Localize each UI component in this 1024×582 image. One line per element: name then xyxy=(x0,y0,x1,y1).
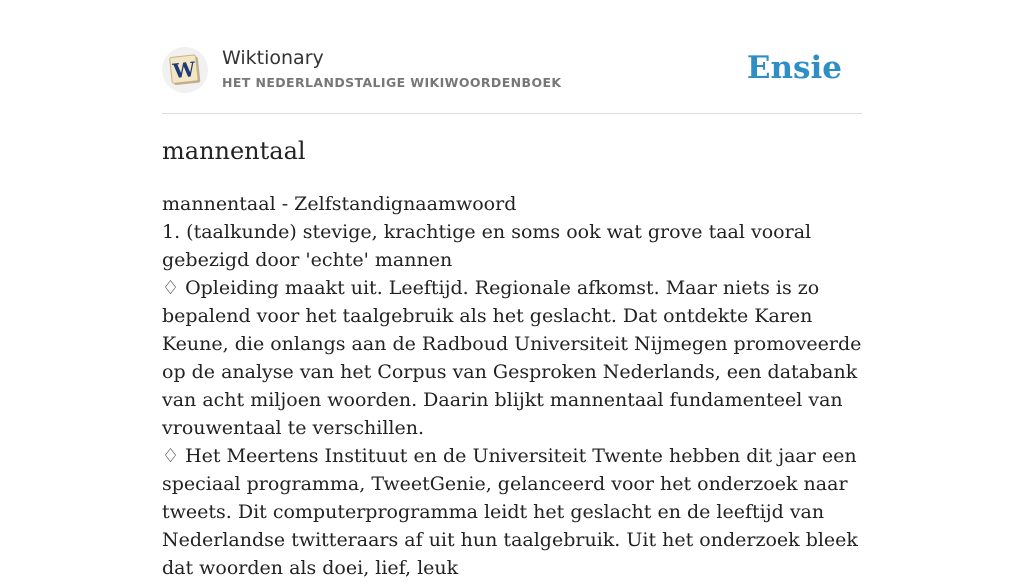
entry-heading: mannentaal - Zelfstandignaamwoord xyxy=(162,193,517,215)
definition-line: 1. (taalkunde) stevige, krachtige en soms ook wat grove taal vooral gebezigd door 'echte' mannen xyxy=(162,221,812,271)
site-name[interactable]: Wiktionary xyxy=(222,47,324,69)
site-subtitle: HET NEDERLANDSTALIGE WIKIWOORDENBOEK xyxy=(222,75,562,90)
example-quote: ♢ Opleiding maakt uit. Leeftijd. Regionale afkomst. Maar niets is zo bepalend voor het taalgebruik als het geslacht. Dat ontdekte Karen Keune, die onlangs aan de Radboud Universiteit Nijmegen promoveerde op de analyse van het Corpus van Gesproken Nederlands, een databank van acht miljoen woorden. Daarin blijkt mannentaal fundamenteel van vrouwentaal te verschillen. xyxy=(162,277,862,439)
ensie-logo-link[interactable]: Ensie xyxy=(746,50,842,86)
example-quote: ♢ Het Meertens Instituut en de Universiteit Twente hebben dit jaar een speciaal programma, TweetGenie, gelanceerd voor het onderzoek naar tweets. Dit computerprogramma leidt het geslacht en de leeftijd van Nederlandse twitteraars af uit hun taalgebruik. Uit het onderzoek bleek dat woorden als doei, lief, leuk xyxy=(162,445,858,579)
header-divider xyxy=(162,113,862,114)
article-body xyxy=(162,190,866,582)
site-header xyxy=(162,44,862,96)
logo-letter: W xyxy=(171,56,197,84)
wiktionary-logo-icon[interactable] xyxy=(162,47,208,93)
page-title: mannentaal xyxy=(162,137,306,165)
